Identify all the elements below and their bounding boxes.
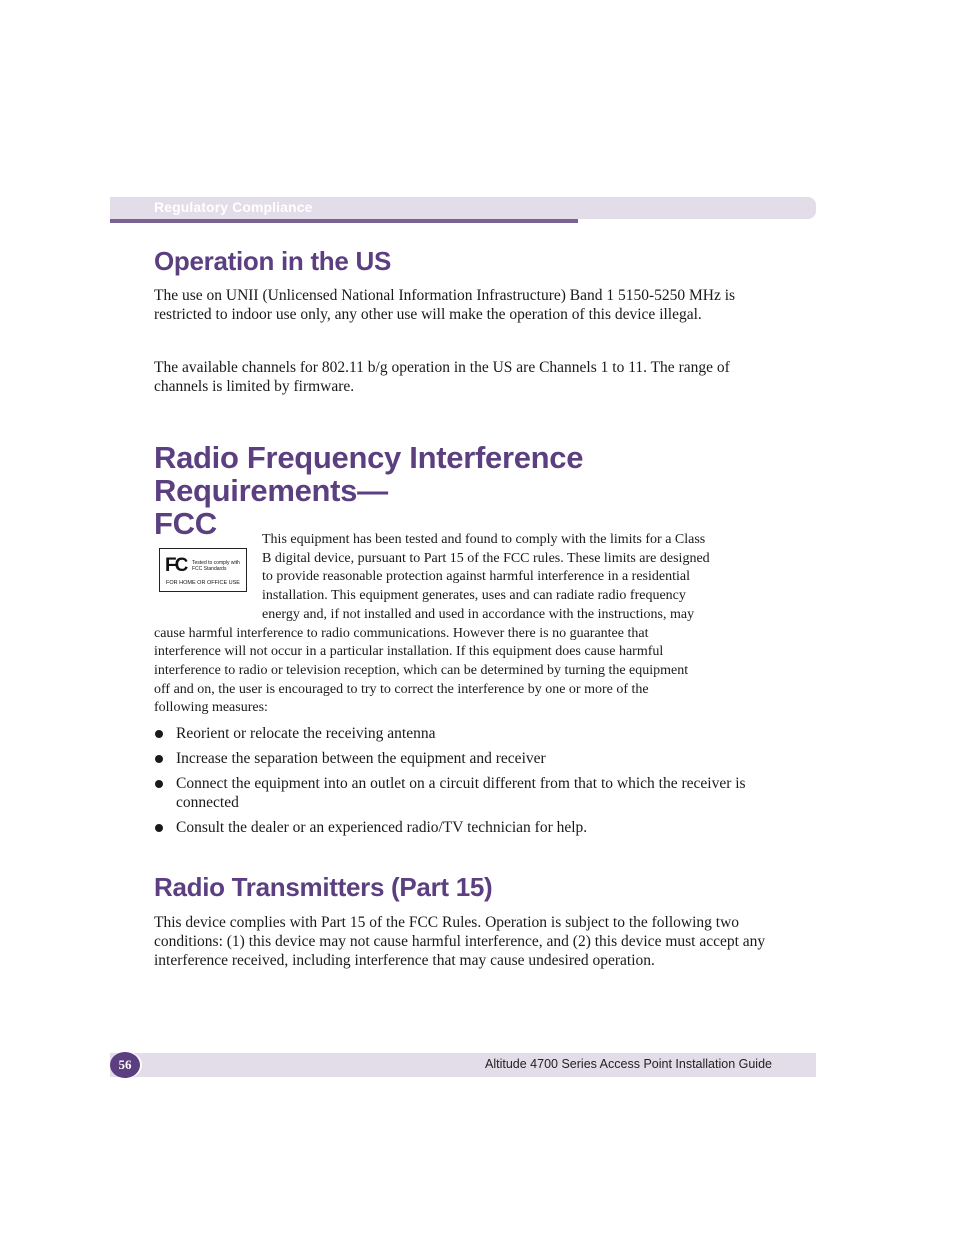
measures-list <box>154 724 774 843</box>
heading-operation-us: Operation in the US <box>154 246 391 276</box>
list-item-text: Consult the dealer or an experienced radio/TV technician for help. <box>176 819 588 836</box>
rfi-line: interference will not occur in a particular installation. If this equipment does cause harmful <box>154 644 664 660</box>
list-item-text: Reorient or relocate the receiving antenna <box>176 725 436 742</box>
rfi-line: cause harmful interference to radio communications. However there is no guarantee that <box>154 625 649 641</box>
list-item <box>154 774 751 812</box>
header-rule <box>110 219 578 223</box>
list-item <box>154 818 774 837</box>
section-header-label: Regulatory Compliance <box>154 199 313 215</box>
list-item-text: Connect the equipment into an outlet on a circuit different from that to which the receiver is connected <box>176 775 746 811</box>
bullet-icon <box>155 755 163 763</box>
rfi-line: This equipment has been tested and found to comply with the limits for a Class <box>262 532 706 547</box>
footer-doc-title: Altitude 4700 Series Access Point Installation Guide <box>485 1057 772 1071</box>
rfi-line: installation. This equipment generates, uses and can radiate radio frequency <box>262 588 686 604</box>
heading-radio-transmitters: Radio Transmitters (Part 15) <box>154 872 493 902</box>
transmitters-paragraph: This device complies with Part 15 of the FCC Rules. Operation is subject to the following two conditions: (1) this device may not cause harmful interference, and (2) this device must accept any interference received, including interference that may cause undesired operation. <box>154 914 766 969</box>
list-item <box>154 724 774 743</box>
rfi-line: following measures: <box>154 700 268 716</box>
us-paragraph-1: The use on UNII (Unlicensed National Information Infrastructure) Band 1 5150-5250 MHz is restricted to indoor use only, any other use will make the operation of this device illegal. <box>154 287 736 323</box>
us-paragraph-2: The available channels for 802.11 b/g operation in the US are Channels 1 to 11. The range of channels is limited by firmware. <box>154 359 730 395</box>
rfi-line: B digital device, pursuant to Part 15 of the FCC rules. These limits are designed <box>262 550 710 566</box>
bullet-icon <box>155 730 163 738</box>
rfi-line: interference to radio or television reception, which can be determined by turning the equipment <box>154 662 689 678</box>
rfi-line: to provide reasonable protection against harmful interference in a residential <box>262 569 690 585</box>
heading-rfi-line2: FCC <box>154 506 217 541</box>
page-number: 56 <box>110 1052 140 1078</box>
bullet-icon <box>155 780 163 788</box>
bullet-icon <box>155 824 163 832</box>
fcc-use-text: FOR HOME OR OFFICE USE <box>166 580 240 586</box>
list-item-text: Increase the separation between the equipment and receiver <box>176 750 546 767</box>
list-item <box>154 749 774 768</box>
fcc-tested-text: Tested to comply with FCC Standards <box>192 560 240 572</box>
fcc-mark-icon: FC <box>165 555 187 576</box>
heading-rfi-line1: Radio Frequency Interference Requirements— <box>154 440 584 508</box>
heading-rfi <box>154 441 794 540</box>
fcc-logo <box>159 548 247 592</box>
rfi-line: off and on, the user is encouraged to try to correct the interference by one or more of the <box>154 681 649 697</box>
rfi-line: energy and, if not installed and used in accordance with the instructions, may <box>262 606 695 622</box>
